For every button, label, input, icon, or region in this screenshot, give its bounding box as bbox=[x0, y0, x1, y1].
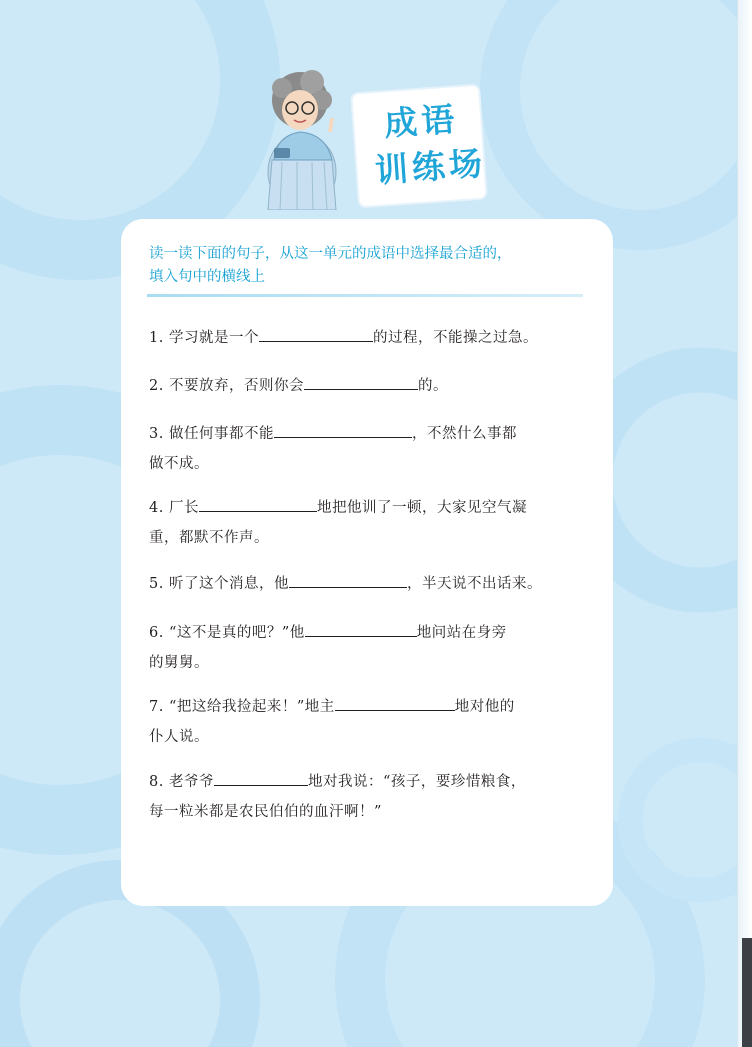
page-edge-strip bbox=[737, 0, 752, 1047]
answer-blank-1[interactable] bbox=[259, 325, 373, 342]
exercise-card bbox=[121, 219, 613, 906]
answer-blank-3[interactable] bbox=[274, 421, 412, 438]
title-banner bbox=[352, 86, 486, 207]
instruction-underline bbox=[147, 294, 583, 297]
banner-title-line2: 训练场 bbox=[373, 143, 488, 191]
question-8: 8. 老爷爷 地对我说：“孩子，要珍惜粮食， 每一粒米都是农民伯伯的血汗啊！” bbox=[149, 767, 585, 827]
question-5: 5. 听了这个消息，他 ，半天说不出话来。 bbox=[149, 569, 585, 599]
question-2: 2. 不要放弃，否则你会 的。 bbox=[149, 371, 585, 401]
answer-blank-2[interactable] bbox=[304, 373, 418, 390]
instruction-line2: 填入句中的横线上 bbox=[149, 269, 265, 285]
teacher-illustration bbox=[252, 60, 352, 210]
instruction-line1: 读一读下面的句子，从这一单元的成语中选择最合适的， bbox=[149, 246, 512, 262]
answer-blank-7[interactable] bbox=[335, 694, 455, 711]
question-3: 3. 做任何事都不能 ，不然什么事都 做不成。 bbox=[149, 419, 585, 479]
answer-blank-5[interactable] bbox=[289, 571, 407, 588]
question-7: 7. “把这给我捡起来！”地主 地对他的 仆人说。 bbox=[149, 692, 585, 752]
instruction-text bbox=[149, 243, 589, 289]
answer-blank-4[interactable] bbox=[199, 495, 317, 512]
answer-blank-8[interactable] bbox=[214, 769, 308, 786]
question-1: 1. 学习就是一个 的过程，不能操之过急。 bbox=[149, 323, 585, 353]
answer-blank-6[interactable] bbox=[305, 620, 417, 637]
banner-title-line1: 成语 bbox=[383, 99, 460, 144]
question-4: 4. 厂长 地把他训了一顿，大家见空气凝 重，都默不作声。 bbox=[149, 493, 585, 553]
question-6: 6. “这不是真的吧？”他 地问站在身旁 的舅舅。 bbox=[149, 618, 585, 678]
